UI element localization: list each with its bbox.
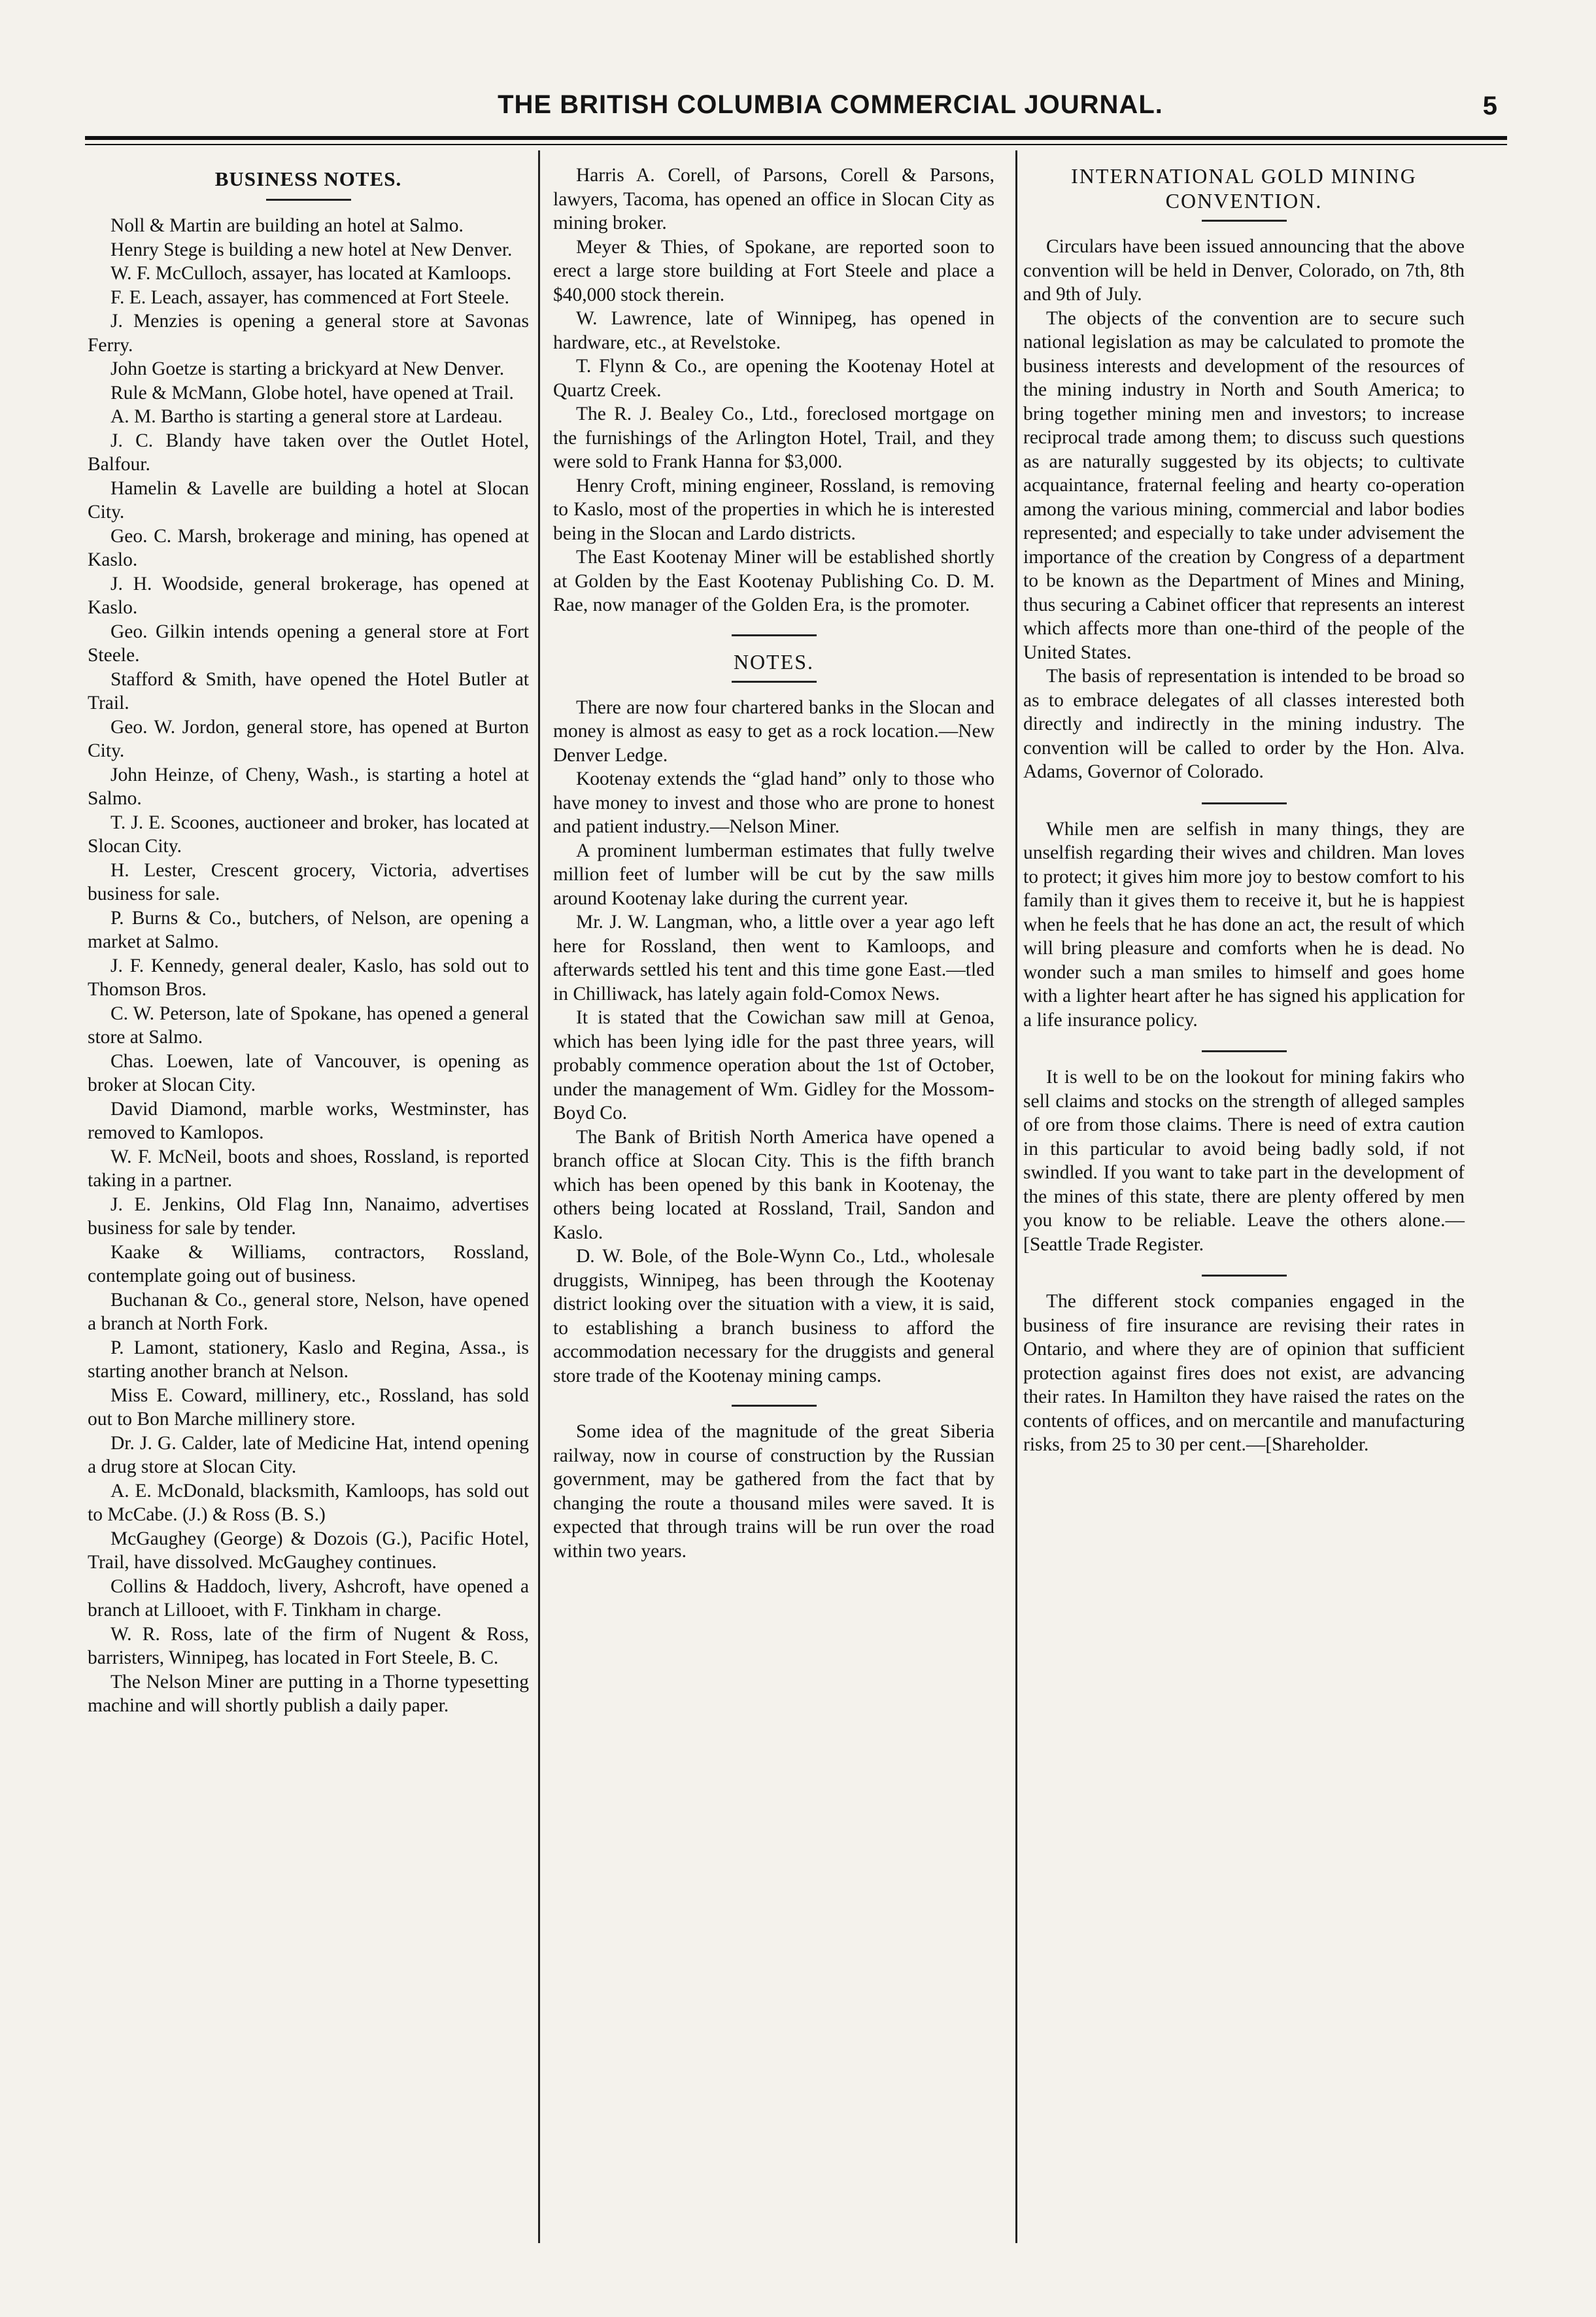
section-rule bbox=[732, 634, 817, 636]
note-item: Mr. J. W. Langman, who, a little over a year ago left here for Rossland, then went to Kamloops, and afterwards settled his tent and this time gone East.—tled in Chilliwack, has lately again fold-Comox News. bbox=[553, 912, 994, 1004]
business-note-item: P. Burns & Co., butchers, of Nelson, are opening a market at Salmo. bbox=[88, 907, 529, 952]
masthead-rule bbox=[85, 136, 1507, 140]
business-notes-continued bbox=[553, 163, 994, 617]
section-rule bbox=[1202, 220, 1287, 222]
note-item: A prominent lumberman estimates that fully twelve million feet of lumber will be cut by the saw mills around Kootenay lake during the current year. bbox=[553, 840, 994, 909]
business-note-item: Noll & Martin are building an hotel at Salmo. bbox=[110, 215, 464, 236]
siberia-railway-note: Some idea of the magnitude of the great Siberia railway, now in course of construction by the Russian government, may be gathered from the fact that by changing the route a thousand miles were saved. It is expected that through trains will be run over the road within two years. bbox=[553, 1421, 994, 1562]
column-middle bbox=[553, 163, 994, 1563]
note-item: The Bank of British North America have opened a branch office at Slocan City. This is the fifth branch which has been opened by this bank in Kootenay, the others being located at Rossland, Trail, Sandon and Kaslo. bbox=[553, 1126, 994, 1243]
business-notes-list bbox=[88, 214, 529, 1718]
business-note-item: David Diamond, marble works, Westminster, has removed to Kamlopos. bbox=[88, 1098, 529, 1143]
note-item: D. W. Bole, of the Bole-Wynn Co., Ltd., wholesale druggists, Winnipeg, has been through the Kootenay district looking over the situation with a view, it is said, to establishing a branch business to afford the accommodation necessary for the druggists and general store trade of the Kootenay mining camps. bbox=[553, 1246, 994, 1386]
business-note-item: Meyer & Thies, of Spokane, are reported soon to erect a large store building at Fort Steele and place a $40,000 stock therein. bbox=[553, 236, 994, 305]
column-business-notes bbox=[88, 163, 529, 1718]
business-note-item: J. H. Woodside, general brokerage, has opened at Kaslo. bbox=[88, 573, 529, 618]
business-note-item: Geo. C. Marsh, brokerage and mining, has opened at Kaslo. bbox=[88, 525, 529, 570]
business-note-item: Miss E. Coward, millinery, etc., Rossland, has sold out to Bon Marche millinery store. bbox=[88, 1384, 529, 1430]
business-note-item: T. Flynn & Co., are opening the Kootenay Hotel at Quartz Creek. bbox=[553, 356, 994, 401]
business-note-item: W. Lawrence, late of Winnipeg, has opened in hardware, etc., at Revelstoke. bbox=[553, 308, 994, 353]
section-rule bbox=[1202, 1050, 1287, 1052]
section-rule bbox=[732, 681, 817, 683]
business-note-item: McGaughey (George) & Dozois (G.), Pacific Hotel, Trail, have dissolved. McGaughey continues. bbox=[88, 1528, 529, 1573]
page-number: 5 bbox=[1482, 92, 1497, 120]
business-note-item: H. Lester, Crescent grocery, Victoria, advertises business for sale. bbox=[88, 859, 529, 904]
business-note-item: Henry Stege is building a new hotel at New Denver. bbox=[110, 239, 513, 260]
article-paragraph: The objects of the convention are to secure such national legislation as may be calculated to promote the business interests and development of the resources of the mining industry in North and South America; to bring together mining men and investors; to increase reciprocal trade among them; to discuss such questions as are naturally suggested by its objects; to cultivate acquaintance, fraternal feeling and hearty co-operation among the various mining, commercial and labor bodies represented; and especially to take under advisement the importance of the creation by Congress of a department to be known as the Department of Mines and Mining, thus securing a Cabinet officer that represents an interest which affects more than one-third of the people of the United States. bbox=[1023, 307, 1465, 663]
business-note-item: Buchanan & Co., general store, Nelson, have opened a branch at North Fork. bbox=[88, 1289, 529, 1334]
business-note-item: The R. J. Bealey Co., Ltd., foreclosed mortgage on the furnishings of the Arlington Hotel, Trail, and they were sold to Frank Hanna for $3,000. bbox=[553, 403, 994, 472]
business-note-item: Henry Croft, mining engineer, Rossland, is removing to Kaslo, most of the properties in which he is interested being in the Slocan and Lardo districts. bbox=[553, 475, 994, 544]
business-note-item: P. Lamont, stationery, Kaslo and Regina, Assa., is starting another branch at Nelson. bbox=[88, 1337, 529, 1382]
business-notes-heading: BUSINESS NOTES. bbox=[214, 167, 402, 190]
convention-heading: INTERNATIONAL GOLD MINING CONVENTION. bbox=[1071, 164, 1417, 213]
column-convention bbox=[1023, 163, 1465, 1457]
business-note-item: J. C. Blandy have taken over the Outlet Hotel, Balfour. bbox=[88, 430, 529, 475]
note-item: Kootenay extends the “glad hand” only to those who have money to invest and those who are prone to honest and patient industry.—Nelson Miner. bbox=[553, 768, 994, 837]
business-note-item: Rule & McMann, Globe hotel, have opened at Trail. bbox=[110, 382, 514, 403]
business-note-item: Dr. J. G. Calder, late of Medicine Hat, intend opening a drug store at Slocan City. bbox=[88, 1432, 529, 1477]
business-note-item: A. E. McDonald, blacksmith, Kamloops, has sold out to McCabe. (J.) & Ross (B. S.) bbox=[88, 1480, 529, 1525]
business-note-item: Chas. Loewen, late of Vancouver, is opening as broker at Slocan City. bbox=[88, 1050, 529, 1095]
business-note-item: John Heinze, of Cheny, Wash., is starting a hotel at Salmo. bbox=[88, 764, 529, 809]
business-note-item: Geo. Gilkin intends opening a general store at Fort Steele. bbox=[88, 621, 529, 666]
fire-insurance-note: The different stock companies engaged in the business of fire insurance are revising their rates in Ontario, and where they are of opinion that sufficient protection against fires does not exist, are advancing their rates. In Hamilton they have raised the rates on the contents of offices, and on mercantile and manufacturing risks, from 25 to 30 per cent.—[Shareholder. bbox=[1023, 1291, 1465, 1455]
business-note-item: J. E. Jenkins, Old Flag Inn, Nanaimo, advertises business for sale by tender. bbox=[88, 1193, 529, 1239]
business-note-item: J. Menzies is opening a general store at Savonas Ferry. bbox=[88, 311, 529, 356]
business-note-item: A. M. Bartho is starting a general store at Lardeau. bbox=[110, 406, 503, 427]
business-note-item: Hamelin & Lavelle are building a hotel at Slocan City. bbox=[88, 477, 529, 523]
section-rule bbox=[1202, 1275, 1287, 1277]
convention-article bbox=[1023, 235, 1465, 784]
column-divider-2 bbox=[1015, 150, 1017, 2243]
business-note-item: Harris A. Corell, of Parsons, Corell & Parsons, lawyers, Tacoma, has opened an office in Slocan City as mining broker. bbox=[553, 165, 994, 233]
notes-heading: NOTES. bbox=[733, 649, 815, 674]
note-item: There are now four chartered banks in the Slocan and money is almost as easy to get as a rock location.—New Denver Ledge. bbox=[553, 696, 994, 766]
section-rule bbox=[1202, 802, 1287, 804]
business-note-item: W. F. McNeil, boots and shoes, Rossland, is reported taking in a partner. bbox=[88, 1146, 529, 1191]
mining-fakirs-note: It is well to be on the lookout for mining fakirs who sell claims and stocks on the strength of alleged samples of ore from those claims. There is need of extra caution in this particular to avoid being badly sold, if not swindled. If you want to take part in the development of the mines of this state, there are plenty offered by men you know to be reliable. Leave the others alone.—[Seattle Trade Register. bbox=[1023, 1067, 1465, 1255]
business-note-item: T. J. E. Scoones, auctioneer and broker, has located at Slocan City. bbox=[88, 812, 529, 857]
business-note-item: The Nelson Miner are putting in a Thorne typesetting machine and will shortly publish a daily paper. bbox=[88, 1671, 529, 1716]
business-note-item: C. W. Peterson, late of Spokane, has opened a general store at Salmo. bbox=[88, 1003, 529, 1048]
business-note-item: The East Kootenay Miner will be established shortly at Golden by the East Kootenay Publishing Co. D. M. Rae, now manager of the Golden Era, is the promoter. bbox=[553, 547, 994, 615]
business-note-item: Collins & Haddoch, livery, Ashcroft, have opened a branch at Lillooet, with F. Tinkham in charge. bbox=[88, 1575, 529, 1621]
note-item: It is stated that the Cowichan saw mill at Genoa, which has been lying idle for the past three years, will probably commence operation about the 1st of October, under the management of Wm. Gidley for the Mossom-Boyd Co. bbox=[553, 1007, 994, 1124]
business-note-item: Stafford & Smith, have opened the Hotel Butler at Trail. bbox=[88, 668, 529, 713]
business-note-item: F. E. Leach, assayer, has commenced at Fort Steele. bbox=[110, 286, 510, 308]
business-note-item: Geo. W. Jordon, general store, has opened at Burton City. bbox=[88, 716, 529, 761]
section-rule bbox=[732, 1405, 817, 1407]
column-divider-1 bbox=[538, 150, 540, 2243]
article-paragraph: Circulars have been issued announcing that the above convention will be held in Denver, Colorado, on 7th, 8th and 9th of July. bbox=[1023, 236, 1465, 305]
notes-list bbox=[553, 696, 994, 1388]
business-note-item: W. R. Ross, late of the firm of Nugent & Ross, barristers, Winnipeg, has located in Fort Steele, B. C. bbox=[88, 1623, 529, 1668]
business-note-item: Kaake & Williams, contractors, Rossland, contemplate going out of business. bbox=[88, 1241, 529, 1286]
journal-title: THE BRITISH COLUMBIA COMMERCIAL JOURNAL. bbox=[498, 90, 1163, 119]
masthead bbox=[85, 85, 1497, 137]
business-note-item: J. F. Kennedy, general dealer, Kaslo, has sold out to Thomson Bros. bbox=[88, 955, 529, 1000]
masthead-rule-thin bbox=[85, 144, 1507, 145]
business-note-item: W. F. McCulloch, assayer, has located at Kamloops. bbox=[110, 263, 512, 284]
article-paragraph: The basis of representation is intended to be broad so as to embrace delegates of all classes interested both directly and indirectly in the mining industry. The convention will be called to order by the Hon. Alva. Adams, Governor of Colorado. bbox=[1023, 666, 1465, 782]
life-insurance-note: While men are selfish in many things, they are unselfish regarding their wives and children. Man loves to protect; it gives him more joy to bestow comfort to his family than it gives them to receive it, but he is happiest when he feels that he has done an act, the result of which will bring pleasure and comforts when he is dead. No wonder such a man smiles to himself and goes home with a lighter heart after he has signed his application for a life insurance policy. bbox=[1023, 818, 1465, 1031]
business-note-item: John Goetze is starting a brickyard at New Denver. bbox=[110, 358, 505, 379]
section-rule bbox=[266, 199, 351, 201]
